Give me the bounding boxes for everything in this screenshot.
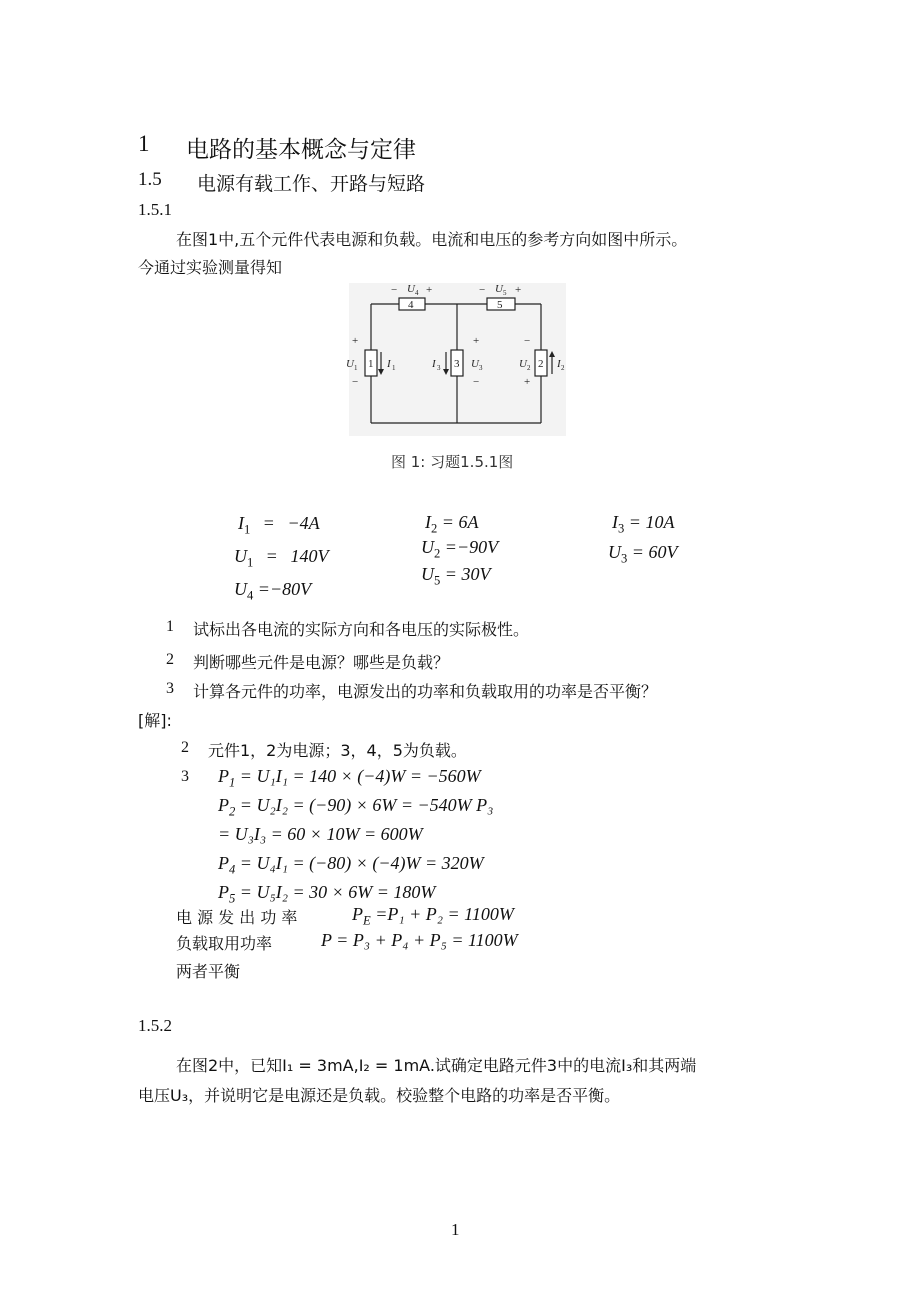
conclusion-text: 两者平衡 (176, 962, 241, 981)
equation-p2: $P_2 = U_2I_2 = (-90) \times 6W = -540W$ P₃ (218, 795, 494, 819)
value-i1: $I_1$ = −4A (238, 513, 320, 537)
u4-sub: 4 (415, 289, 419, 297)
u3-sub: 3 (479, 364, 483, 372)
circuit-figure (346, 283, 566, 436)
problem-intro-line2: 今通过实验测量得知 (138, 258, 283, 277)
u2-sub: 2 (527, 364, 531, 372)
section-title: 电源有载工作、开路与短路 (197, 173, 426, 195)
question-3-number: 3 (166, 680, 174, 697)
u1-sub: 1 (354, 364, 358, 372)
value-u1: $U_1$ = 140V (234, 546, 329, 570)
load-power-equation: P = P₃ + P₄ + P₅ = 1100W (321, 930, 518, 950)
u2-plus: + (524, 376, 531, 388)
u2-minus: − (524, 335, 531, 347)
i1-arrowhead (378, 369, 384, 375)
page-number: 1 (451, 1220, 460, 1239)
u5-minus: − (479, 284, 486, 296)
i3-arrowhead (443, 369, 449, 375)
problem-2-number: 1.5.2 (138, 1016, 172, 1035)
value-i2: $I_2 = 6A$ (425, 512, 479, 536)
question-1-number: 1 (166, 618, 174, 635)
element-3-label: 3 (454, 358, 460, 370)
i2-arrowhead (549, 351, 555, 357)
value-i3: $I_3 = 10A$ (612, 512, 675, 536)
question-1-text: 试标出各电流的实际方向和各电压的实际极性。 (193, 620, 530, 639)
u4-label: U (407, 283, 415, 295)
element-2-label: 2 (538, 358, 544, 370)
equation-p4: $P_4 = U_4I_1 = (-80) \times (-4)W = 320W$ (218, 853, 484, 877)
value-u5: $U_5 = 30V$ (421, 564, 491, 588)
problem-2-line2: 电压U₃，并说明它是电源还是负载。校验整个电路的功率是否平衡。 (138, 1086, 621, 1105)
u4-plus: + (426, 284, 433, 296)
question-2-text: 判断哪些元件是电源？哪些是负载？ (193, 653, 450, 672)
question-2-number: 2 (166, 651, 174, 668)
answer-3-number: 3 (181, 768, 189, 785)
i2-sub: 2 (561, 364, 565, 372)
u5-plus: + (515, 284, 522, 296)
equation-p3: = U₃I₃ = 60 × 10W = 600W (218, 824, 423, 844)
u4-minus: − (391, 284, 398, 296)
u1-plus: + (352, 335, 359, 347)
equation-p5: $P_5 = U_5I_2 = 30 \times 6W = 180W$ (218, 882, 436, 906)
equation-p1: $P_1 = U_1I_1 = 140 \times (-4)W = -560W$ (218, 766, 481, 790)
answer-2-text: 元件1，2为电源；3，4，5为负载。 (208, 741, 467, 760)
answer-2-number: 2 (181, 739, 189, 756)
element-4-label: 4 (408, 299, 414, 311)
circuit-diagram (346, 283, 566, 436)
i3-label: I (432, 358, 436, 370)
u3-plus: + (473, 335, 480, 347)
question-3-text: 计算各元件的功率，电源发出的功率和负载取用的功率是否平衡？ (193, 682, 658, 701)
source-power-label: 电 源 发 出 功 率 (176, 908, 298, 927)
solution-label: [解]: (138, 711, 172, 730)
u1-minus: − (352, 376, 359, 388)
i1-label: I (387, 358, 391, 370)
u5-label: U (495, 283, 503, 295)
chapter-number: 1 (138, 131, 150, 156)
problem-2-line1: 在图2中，已知I₁ = 3mA,I₂ = 1mA.试确定电路元件3中的电流I₃和其两端 (176, 1056, 697, 1075)
i2-label: I (557, 358, 561, 370)
u2-label: U (519, 358, 527, 370)
problem-intro-line1: 在图1中,五个元件代表电源和负载。电流和电压的参考方向如图中所示。 (176, 230, 688, 249)
value-u4: $U_4 =-80V$ (234, 579, 312, 603)
load-power-label: 负载取用功率 (176, 934, 273, 953)
section-number: 1.5 (138, 169, 162, 190)
i1-sub: 1 (392, 364, 396, 372)
source-power-equation: $P_E =P_1 + P_2 = 1100W$ (352, 904, 514, 928)
u5-sub: 5 (503, 289, 507, 297)
u1-label: U (346, 358, 354, 370)
element-5-label: 5 (497, 299, 503, 311)
element-1-label: 1 (368, 358, 374, 370)
figure-caption: 图 1: 习题1.5.1图 (391, 453, 514, 471)
value-u3: $U_3 = 60V$ (608, 542, 678, 566)
problem-number: 1.5.1 (138, 200, 172, 219)
u3-minus: − (473, 376, 480, 388)
value-u2: $U_2 =-90V$ (421, 537, 499, 561)
chapter-title: 电路的基本概念与定律 (186, 137, 416, 163)
i3-sub: 3 (437, 364, 441, 372)
u3-label: U (471, 358, 479, 370)
